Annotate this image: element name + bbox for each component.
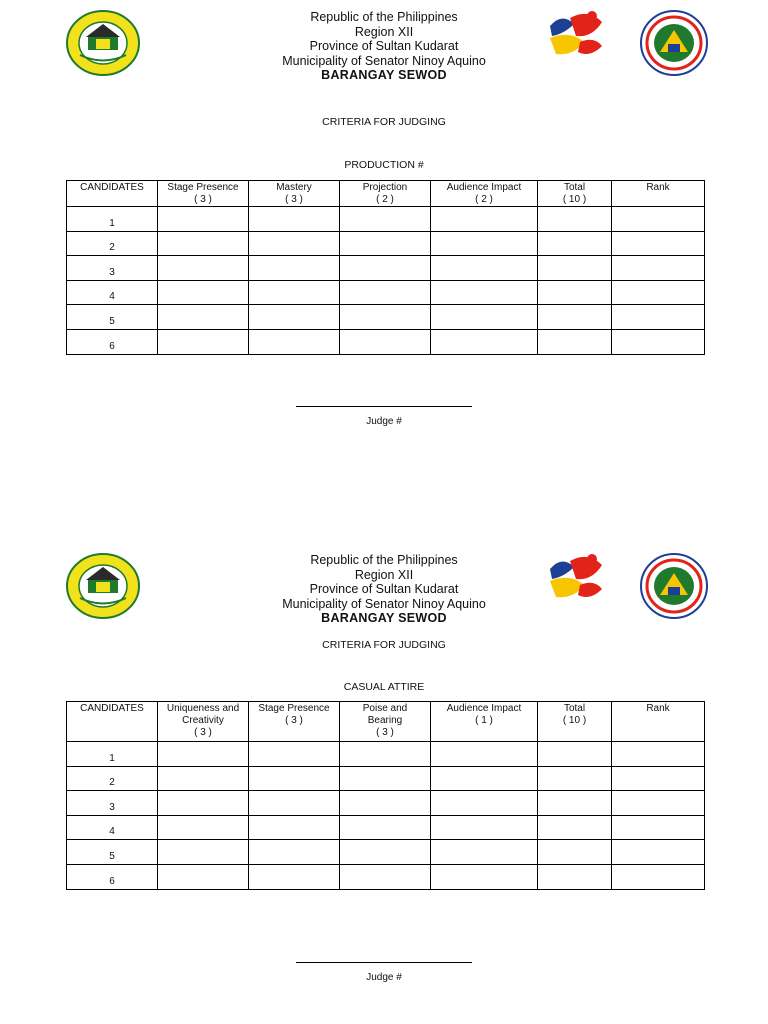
candidate-number: 5 [67,840,158,865]
candidate-number: 3 [67,256,158,281]
score-cell[interactable] [158,766,249,791]
column-header-total: Total ( 10 ) [538,181,612,207]
score-cell[interactable] [158,742,249,767]
candidate-number: 4 [67,815,158,840]
score-cell[interactable] [249,766,340,791]
rank-cell[interactable] [612,207,705,232]
score-cell[interactable] [431,207,538,232]
score-cell[interactable] [340,231,431,256]
total-cell[interactable] [538,305,612,330]
table-row [67,791,705,816]
score-cell[interactable] [249,840,340,865]
column-header-audience-impact: Audience Impact ( 2 ) [431,181,538,207]
score-cell[interactable] [431,231,538,256]
score-cell[interactable] [340,256,431,281]
table-row [67,231,705,256]
candidate-number: 2 [67,231,158,256]
signature-line[interactable] [296,406,472,407]
column-header-poise-bearing: Poise and Bearing ( 3 ) [340,702,431,742]
score-cell[interactable] [249,864,340,889]
score-cell[interactable] [249,815,340,840]
score-cell[interactable] [249,256,340,281]
candidate-number: 1 [67,207,158,232]
judge-label: Judge # [366,416,402,427]
column-header-stage-presence: Stage Presence ( 3 ) [249,702,340,742]
table-row [67,840,705,865]
table-row [67,766,705,791]
rank-cell[interactable] [612,791,705,816]
candidate-number: 6 [67,864,158,889]
header-barangay-name: BARANGAY SEWOD [321,68,447,82]
candidate-number: 4 [67,280,158,305]
column-header-candidates: CANDIDATES [67,181,158,207]
document-header [0,10,768,83]
column-header-total: Total ( 10 ) [538,702,612,742]
header-barangay-name: BARANGAY SEWOD [321,611,447,625]
column-header-projection: Projection ( 2 ) [340,181,431,207]
score-cell[interactable] [158,305,249,330]
score-cell[interactable] [340,766,431,791]
candidate-number: 6 [67,329,158,354]
score-cell[interactable] [431,256,538,281]
document-header [0,553,768,626]
header-line-municipality: Municipality of Senator Ninoy Aquino [282,53,486,68]
score-cell[interactable] [431,815,538,840]
score-cell[interactable] [158,815,249,840]
column-header-rank: Rank [612,181,705,207]
header-line-province: Province of Sultan Kudarat [309,39,459,53]
candidate-number: 5 [67,305,158,330]
score-cell[interactable] [249,207,340,232]
score-cell[interactable] [249,280,340,305]
rank-cell[interactable] [612,256,705,281]
column-header-audience-impact: Audience Impact ( 1 ) [431,702,538,742]
score-cell[interactable] [431,742,538,767]
header-line-region: Region XII [354,24,414,39]
score-cell[interactable] [249,305,340,330]
header-line-republic: Republic of the Philippines [310,553,458,567]
header-line-province: Province of Sultan Kudarat [309,582,459,596]
rank-cell[interactable] [612,864,705,889]
column-header-uniqueness-creativity: Uniqueness and Creativity ( 3 ) [158,702,249,742]
total-cell[interactable] [538,742,612,767]
score-cell[interactable] [340,280,431,305]
score-cell[interactable] [340,742,431,767]
score-cell[interactable] [431,791,538,816]
score-cell[interactable] [158,864,249,889]
column-header-candidates: CANDIDATES [67,702,158,742]
score-cell[interactable] [431,329,538,354]
rank-cell[interactable] [612,231,705,256]
score-cell[interactable] [249,329,340,354]
score-cell[interactable] [249,742,340,767]
table-header-row [67,702,705,742]
rank-cell[interactable] [612,280,705,305]
score-cell[interactable] [158,280,249,305]
scoring-table [66,180,705,355]
score-cell[interactable] [158,329,249,354]
score-cell[interactable] [158,207,249,232]
column-header-stage-presence: Stage Presence ( 3 ) [158,181,249,207]
score-cell[interactable] [340,791,431,816]
total-cell[interactable] [538,766,612,791]
header-line-republic: Republic of the Philippines [310,10,458,24]
score-cell[interactable] [431,864,538,889]
score-cell[interactable] [340,329,431,354]
table-row [67,742,705,767]
judge-label: Judge # [366,972,402,983]
score-cell[interactable] [340,840,431,865]
score-cell[interactable] [249,791,340,816]
rank-cell[interactable] [612,815,705,840]
category-title: PRODUCTION # [344,159,424,171]
column-header-rank: Rank [612,702,705,742]
criteria-title: CRITERIA FOR JUDGING [322,639,446,651]
total-cell[interactable] [538,280,612,305]
signature-line[interactable] [296,962,472,963]
total-cell[interactable] [538,256,612,281]
column-header-mastery: Mastery ( 3 ) [249,181,340,207]
table-row [67,305,705,330]
header-line-municipality: Municipality of Senator Ninoy Aquino [282,596,486,611]
score-cell[interactable] [431,840,538,865]
table-row [67,256,705,281]
score-cell[interactable] [431,280,538,305]
table-row [67,280,705,305]
header-line-region: Region XII [354,567,414,582]
rank-cell[interactable] [612,305,705,330]
score-cell[interactable] [158,791,249,816]
candidate-number: 1 [67,742,158,767]
rank-cell[interactable] [612,329,705,354]
total-cell[interactable] [538,815,612,840]
total-cell[interactable] [538,329,612,354]
judging-sheet-casual-attire [0,543,768,1024]
rank-cell[interactable] [612,766,705,791]
score-cell[interactable] [431,305,538,330]
category-title: CASUAL ATTIRE [343,681,425,693]
table-row [67,864,705,889]
score-cell[interactable] [158,256,249,281]
candidate-number: 3 [67,791,158,816]
table-row [67,815,705,840]
total-cell[interactable] [538,840,612,865]
total-cell[interactable] [538,231,612,256]
score-cell[interactable] [340,207,431,232]
score-cell[interactable] [340,305,431,330]
total-cell[interactable] [538,864,612,889]
table-row [67,207,705,232]
score-cell[interactable] [158,840,249,865]
rank-cell[interactable] [612,742,705,767]
total-cell[interactable] [538,791,612,816]
total-cell[interactable] [538,207,612,232]
criteria-title: CRITERIA FOR JUDGING [322,116,446,128]
score-cell[interactable] [340,864,431,889]
score-cell[interactable] [158,231,249,256]
table-header-row [67,181,705,207]
score-cell[interactable] [431,766,538,791]
candidate-number: 2 [67,766,158,791]
rank-cell[interactable] [612,840,705,865]
scoring-table [66,701,705,890]
score-cell[interactable] [249,231,340,256]
score-cell[interactable] [340,815,431,840]
table-row [67,329,705,354]
